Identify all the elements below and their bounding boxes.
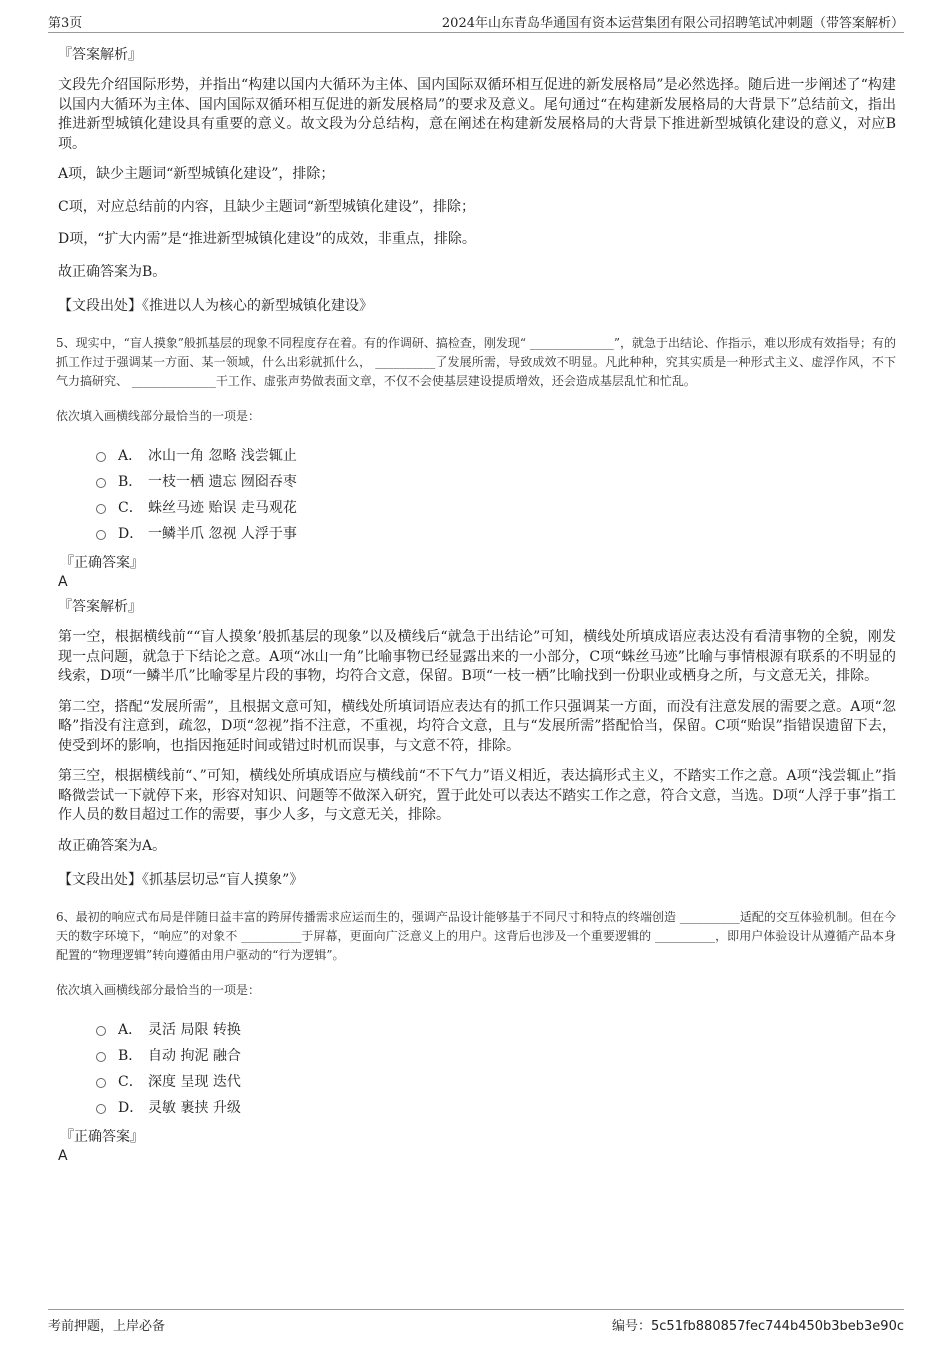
q4-analysis-paragraph: C项，对应总结前的内容，且缺少主题词“新型城镇化建设”，排除；: [58, 198, 476, 215]
q5-source: 【文段出处】《抓基层切忌“盲人摸象”》: [58, 872, 304, 888]
option-letter: D．: [118, 1100, 144, 1116]
q5-prompt: 依次填入画横线部分最恰当的一项是：: [56, 409, 261, 423]
q4-analysis-paragraph: A项，缺少主题词“新型城镇化建设”，排除；: [58, 166, 335, 182]
q5-answer: A: [58, 574, 68, 590]
document-title: 2024年山东青岛华通国有资本运营集团有限公司招聘笔试冲刺题（带答案解析）: [441, 16, 904, 31]
radio-icon[interactable]: [96, 504, 106, 514]
radio-icon[interactable]: [96, 530, 106, 540]
radio-icon[interactable]: [96, 1104, 106, 1114]
page-number: 第3页: [48, 16, 83, 31]
option-letter: B．: [118, 1048, 143, 1064]
q5-option-b[interactable]: [96, 468, 896, 494]
q5-option-c[interactable]: [96, 494, 896, 520]
option-text: 灵敏 裹挟 升级: [148, 1100, 241, 1116]
q6-answer: A: [58, 1148, 68, 1164]
q4-analysis-label: 『答案解析』: [58, 47, 142, 63]
q5-stem: 5、现实中，“盲人摸象”般抓基层的现象不同程度存在着。有的作调研、搞检查，刚发现“ ______________”，就急于出结论、作指示，难以形成有效指导；有的抓工作过于强调某一方面、某一领域，什么出彩就抓什么， __________了发展所需，导致成效不明显。凡此种种，究其实质是一种形式主义、虚浮作风，不下气力搞研究、 ______________干工作、虚张声势做表面文章，不仅不会使基层建设提质增效，还会造成基层乱忙和忙乱。: [56, 336, 896, 388]
q5-analysis-paragraph: 第三空，根据横线前“、”可知，横线处所填成语应与横线前“不下气力”语义相近，表达搞形式主义，不踏实工作之意。A项“浅尝辄止”指略微尝试一下就停下来，形容对知识、问题等不做深入研究，置于此处可以表达不踏实工作之意，符合文意，当选。D项“人浮于事”指工作人员的数目超过工作的需要，事少人多，与文意无关，排除。: [58, 768, 896, 823]
radio-icon[interactable]: [96, 452, 106, 462]
page-footer: [48, 1309, 904, 1338]
q6-option-d[interactable]: [96, 1094, 896, 1120]
radio-icon[interactable]: [96, 1052, 106, 1062]
option-text: 灵活 局限 转换: [148, 1022, 241, 1038]
q4-analysis-paragraph: D项，“扩大内需”是“推进新型城镇化建设”的成效，非重点，排除。: [58, 231, 476, 247]
q5-analysis-paragraph: 第二空，搭配“发展所需”，且根据文意可知，横线处所填词语应表达有的抓工作只强调某一方面，而没有注意发展的需要之意。A项“忽略”指没有注意到，疏忽，D项“忽视”指不注意，不重视，均符合文意，且与“发展所需”搭配恰当，保留。C项“贻误”指错误遗留下去，使受到坏的影响，也指因拖延时间或错过时机而误事，与文意不符，排除。: [58, 698, 896, 754]
q6-option-b[interactable]: [96, 1042, 896, 1068]
radio-icon[interactable]: [96, 1078, 106, 1088]
q5-conclusion: 故正确答案为A。: [58, 837, 167, 854]
page-content: [56, 44, 896, 1170]
option-text: 冰山一角 忽略 浅尝辄止: [148, 448, 297, 464]
q5-option-d[interactable]: [96, 520, 896, 546]
q6-stem: 6、最初的响应式布局是伴随日益丰富的跨屏传播需求应运而生的，强调产品设计能够基于不同尺寸和特点的终端创造 __________适配的交互体验机制。但在今天的数字环境下，“响应”的对象不 __________于屏幕，更面向广泛意义上的用户。这背后也涉及一个重要逻辑的 __________，即用户体验设计从遵循产品本身配置的“物理逻辑”转向遵循由用户驱动的“行为逻辑”。: [56, 910, 896, 962]
option-text: 一枝一栖 遗忘 囫囵吞枣: [148, 474, 297, 490]
page-header: [48, 12, 904, 33]
q5-option-a[interactable]: [96, 442, 896, 468]
option-text: 自动 拘泥 融合: [148, 1048, 241, 1064]
document-code: [612, 1315, 904, 1334]
option-letter: C．: [118, 500, 143, 516]
option-letter: D．: [118, 526, 144, 542]
q6-option-a[interactable]: [96, 1016, 896, 1042]
option-letter: C．: [118, 1074, 143, 1090]
footer-slogan: 考前押题，上岸必备: [48, 1319, 166, 1334]
code-label: 编号：: [611, 1319, 651, 1334]
q5-options: [96, 442, 896, 546]
q5-answer-label: 『正确答案』: [60, 555, 144, 571]
code-value: 5c51fb880857fec744b450b3beb3e90c: [651, 1319, 904, 1334]
q6-prompt: 依次填入画横线部分最恰当的一项是：: [56, 983, 261, 997]
q4-source: 【文段出处】《推进以人为核心的新型城镇化建设》: [58, 298, 373, 314]
q5-analysis-paragraph: 第一空，根据横线前““盲人摸象’般抓基层的现象”以及横线后“就急于出结论”可知，横线处所填成语应表达没有看清事物的全貌，刚发现一点问题，就急于下结论之意。A项“冰山一角”比喻事物已经显露出来的一小部分，C项“蛛丝马迹”比喻与事情根源有联系的不明显的线索，D项“一鳞半爪”比喻零星片段的事物，均符合文意，保留。B项“一枝一栖”比喻找到一份职业或栖身之所，与文意无关，排除。: [58, 629, 896, 684]
q6-option-c[interactable]: [96, 1068, 896, 1094]
option-text: 深度 呈现 迭代: [148, 1074, 241, 1090]
q4-conclusion: 故正确答案为B。: [58, 263, 167, 280]
q5-analysis-label: 『答案解析』: [58, 599, 142, 615]
option-text: 一鳞半爪 忽视 人浮于事: [148, 526, 297, 542]
q6-answer-label: 『正确答案』: [60, 1129, 144, 1145]
option-letter: B．: [118, 474, 143, 490]
option-letter: A．: [118, 1022, 143, 1038]
q4-analysis-paragraph: 文段先介绍国际形势，并指出“构建以国内大循环为主体、国内国际双循环相互促进的新发展格局”是必然选择。随后进一步阐述了“构建以国内大循环为主体、国内国际双循环相互促进的新发展格局”的要求及意义。尾句通过“在构建新发展格局的大背景下”总结前文，指出推进新型城镇化建设具有重要的意义。故文段为分总结构，意在阐述在构建新发展格局的大背景下推进新型城镇化建设的意义，对应B项。: [58, 77, 896, 152]
option-letter: A．: [118, 448, 143, 464]
radio-icon[interactable]: [96, 1026, 106, 1036]
option-text: 蛛丝马迹 贻误 走马观花: [148, 500, 297, 516]
radio-icon[interactable]: [96, 478, 106, 488]
q6-options: [96, 1016, 896, 1120]
